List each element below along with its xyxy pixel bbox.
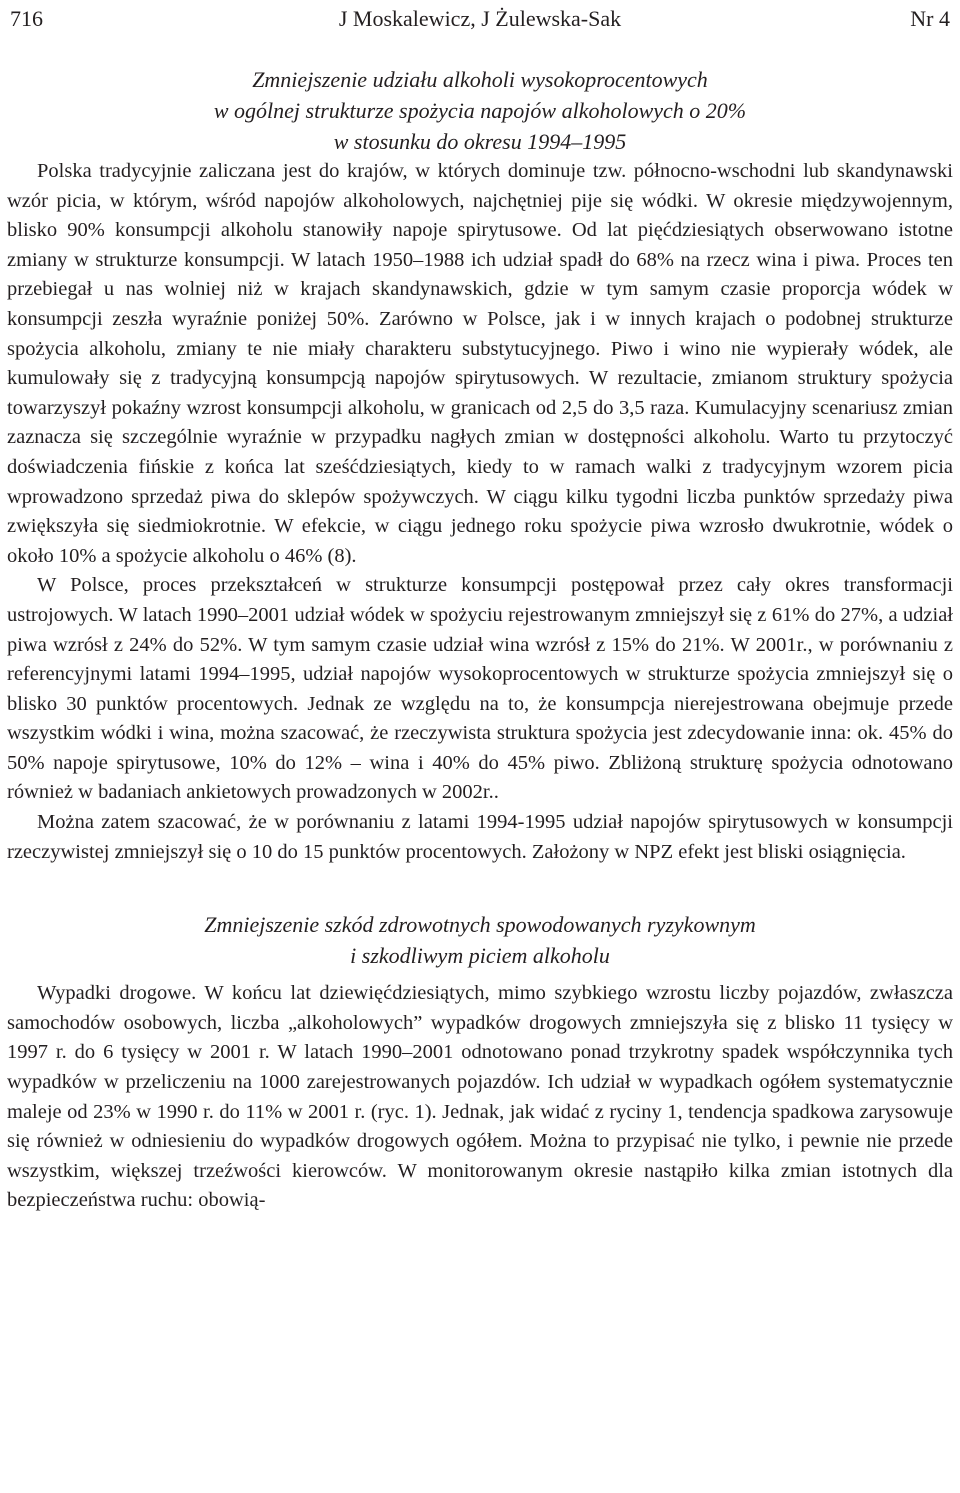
body-paragraph: Wypadki drogowe. W końcu lat dziewięćdziesiątych, mimo szybkiego wzrostu liczby pojazdów, zwłaszcza samochodów osobowych, liczba „alkoholowych” wypadków drogowych zmniejszyła się z blisko 11 tysięcy w 1997 r. do 6 tysięcy w 2001 r. W latach 1990–2001 odnotowano ponad trzykrotny spadek współczynnika tych wypadków w przeliczeniu na 1000 zarejestrowanych pojazdów. Ich udział w wypadkach ogółem systematycznie maleje od 23% w 1990 r. do 11% w 2001 r. (ryc. 1). Jednak, jak widać z ryciny 1, tendencja spadkowa zarysowuje się również w odniesieniu do wypadków drogowych ogółem. Można to przypisać nie tylko, i pewnie nie przede wszystkim, większej trzeźwości kierowców. W monitorowanym okresie nastąpiło kilka zmian istotnych dla bezpieczeństwa ruchu: obowią-: [7, 982, 953, 1212]
heading-line: Zmniejszenie udziału alkoholi wysokoprocentowych: [252, 67, 708, 92]
heading-line: w stosunku do okresu 1994–1995: [333, 129, 627, 154]
page-number: 716: [10, 6, 43, 31]
heading-line: w ogólnej strukturze spożycia napojów alkoholowych o 20%: [213, 98, 747, 123]
heading-line: Zmniejszenie szkód zdrowotnych spowodowanych ryzykownym: [204, 912, 756, 938]
heading-line: i szkodliwym piciem alkoholu: [350, 943, 610, 969]
section-heading-alcohol-structure: [7, 64, 953, 157]
section-heading-health-harms: [7, 909, 953, 971]
running-header: [10, 6, 950, 36]
issue-number: Nr 4: [910, 6, 950, 31]
body-paragraph: W Polsce, proces przekształceń w strukturze konsumpcji postępował przez cały okres transformacji ustrojowych. W latach 1990–2001 udział wódek w spożyciu rejestrowanym zmniejszył się z 61% do 27%, a udział piwa wzrósł z 24% do 52%. W tym samym czasie udział wina wzrósł z 15% do 21%. W 2001r., w porównaniu z referencyjnymi latami 1994–1995, udział napojów wysokoprocentowych w strukturze spożycia zmniejszył się o blisko 30 punktów procentowych. Jednak ze względu na to, że konsumpcja nierejestrowana obejmuje przede wszystkim wódki i wina, można szacować, że rzeczywista struktura spożycia jest zdecydowanie inna: ok. 45% do 50% napoje spirytusowe, 10% do 12% – wina i 40% do 45% piwo. Zbliżoną strukturę spożycia odnotowano również w badaniach ankietowych prowadzonych w 2002r..: [7, 574, 953, 804]
body-paragraph: Polska tradycyjnie zaliczana jest do krajów, w których dominuje tzw. północno-wschodni lub skandynawski wzór picia, w którym, wśród napojów alkoholowych, najchętniej pije się wódki. W okresie międzywojennym, blisko 90% konsumpcji alkoholu stanowiły napoje spirytusowe. Od lat pięćdziesiątych obserwowano istotne zmiany w strukturze konsumpcji. W latach 1950–1988 ich udział spadł do 68% na rzecz wina i piwa. Proces ten przebiegał u nas wolniej niż w krajach skandynawskich, gdzie w tym samym czasie proporcja wódek w konsumpcji zeszła wyraźnie poniżej 50%. Zarówno w Polsce, jak i w innych krajach o podobnej strukturze spożycia alkoholu, zmiany te nie miały charakteru substytucyjnego. Piwo i wino nie wypierały wódek, ale kumulowały się z tradycyjną konsumpcją napojów spirytusowych. W rezultacie, zmianom struktury spożycia towarzyszył pokaźny wzrost konsumpcji alkoholu, w granicach od 2,5 do 3,5 raza. Kumulacyjny scenariusz zmian zaznacza się szczególnie wyraźnie w przypadku nagłych zmian w dostępności alkoholu. Warto tu przytoczyć doświadczenia fińskie z końca lat sześćdziesiątych, kiedy to w ramach walki z tradycyjnym wzorem picia wprowadzono sprzedaż piwa do sklepów spożywczych. W ciągu kilku tygodni liczba punktów sprzedaży piwa zwiększyła się siedmiokrotnie. W efekcie, w ciągu jednego roku spożycie piwa wzrosło dwukrotnie, wódek o około 10% a spożycie alkoholu o 46% (8).: [7, 160, 953, 567]
article-body: [7, 64, 953, 1216]
body-paragraph: Można zatem szacować, że w porównaniu z latami 1994-1995 udział napojów spirytusowych w konsumpcji rzeczywistej zmniejszył się o 10 do 15 punktów procentowych. Założony w NPZ efekt jest bliski osiągnięcia.: [7, 811, 953, 863]
running-authors: J Moskalewicz, J Żulewska-Sak: [338, 6, 622, 31]
